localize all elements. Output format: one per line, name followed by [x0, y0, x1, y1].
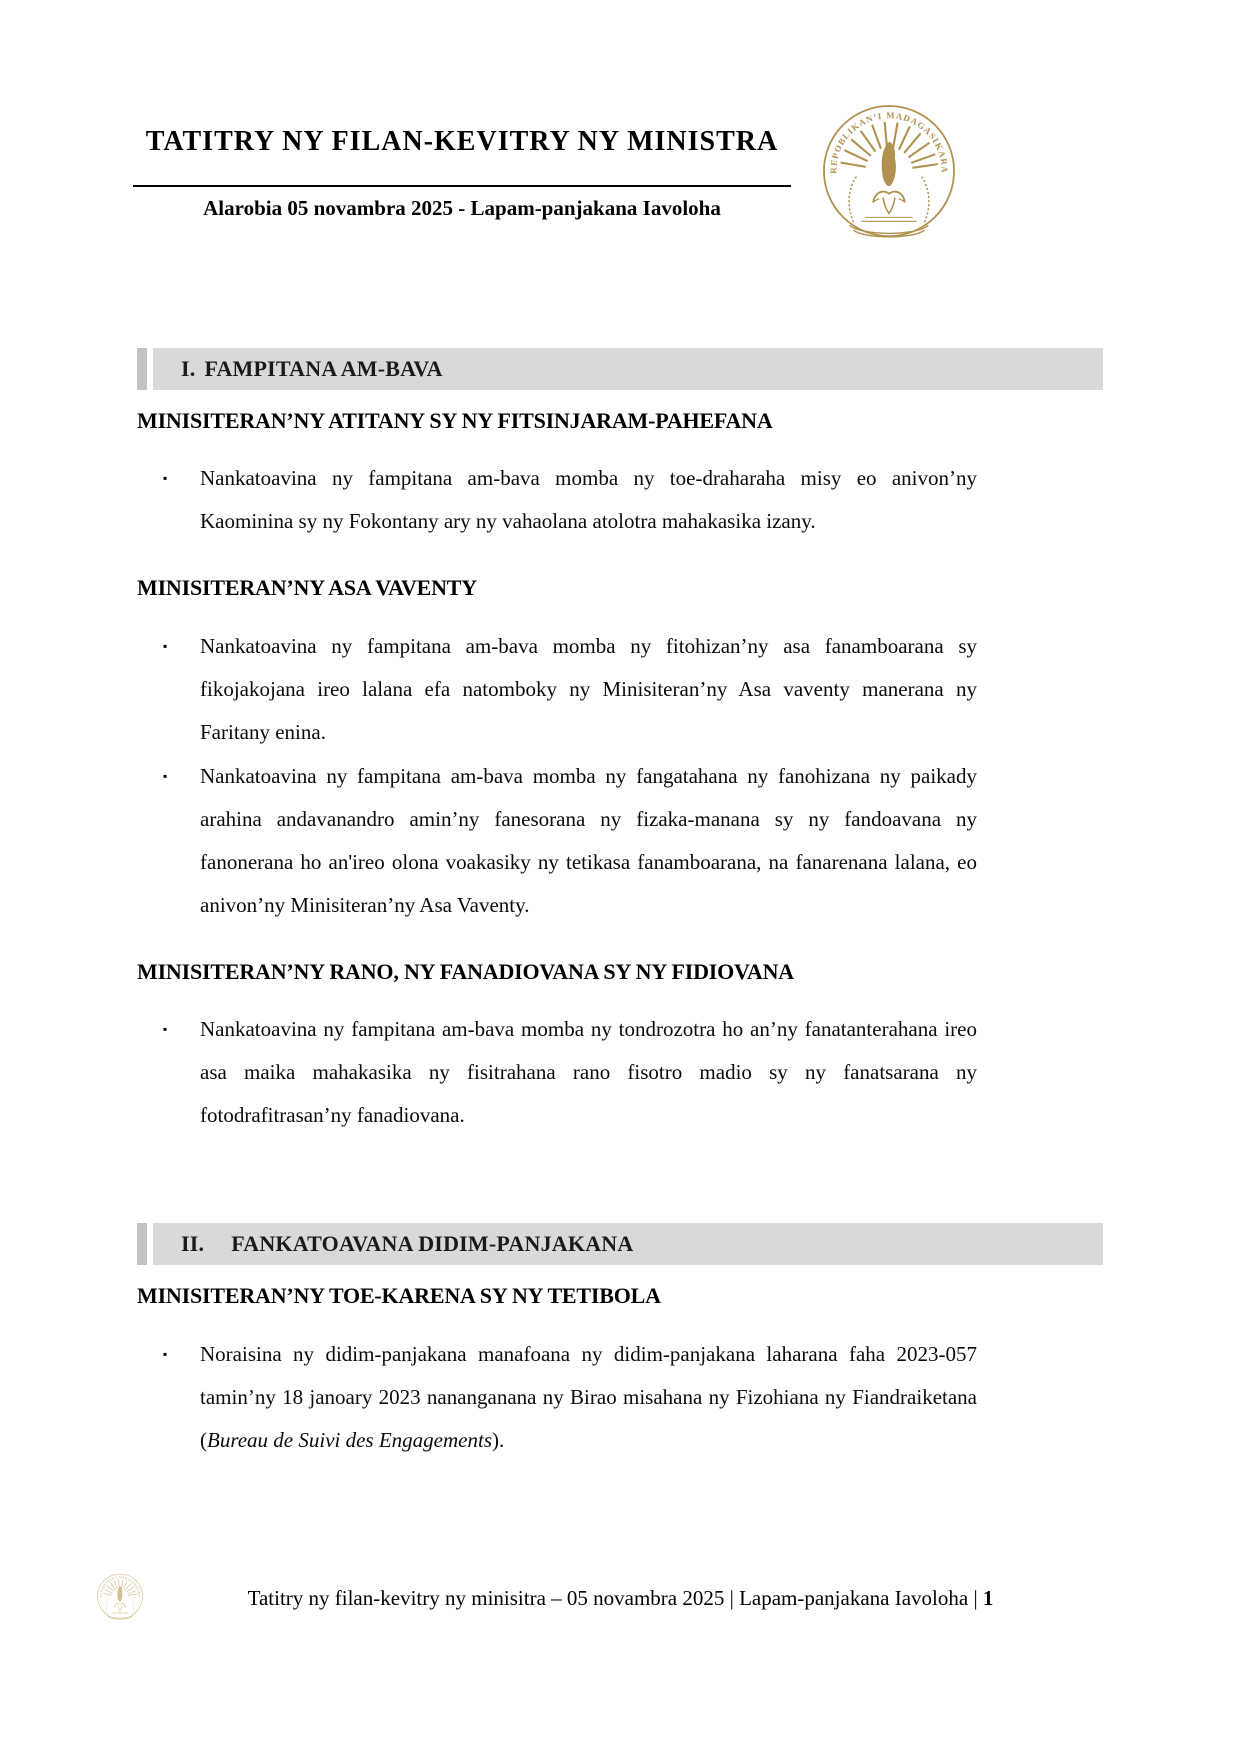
ministry-heading: MINISITERAN’NY RANO, NY FANADIOVANA SY NY FIDIOVANA: [137, 958, 794, 984]
document-body: [137, 348, 977, 1462]
bullet-square-icon: ▪: [163, 768, 168, 783]
ministry-heading: MINISITERAN’NY ASA VAVENTY: [137, 575, 477, 601]
bullet-item: [137, 625, 977, 754]
ministry-group: [137, 959, 977, 1137]
ministry-group: [137, 1283, 977, 1461]
page-title: TATITRY NY FILAN-KEVITRY NY MINISTRA: [145, 126, 779, 157]
bullet-list: [137, 1008, 977, 1137]
page-header: [133, 124, 791, 221]
section-heading-bar: [137, 1223, 1103, 1265]
page-footer: [0, 1586, 1241, 1611]
bullet-square-icon: ▪: [163, 471, 168, 486]
bullet-text: Nankatoavina ny fampitana am-bava momba ny tondrozotra ho an’ny fanatanterahana ireo asa maika mahakasika ny fisitrahana rano fisotro madio sy ny fanatsarana ny fotodrafitrasan’ny fanadiovana.: [200, 1017, 977, 1128]
section-bar-fill: [153, 348, 1103, 390]
document-section: [137, 348, 977, 1137]
bullet-square-icon: ▪: [163, 1346, 168, 1361]
section-title: FANKATOAVANA DIDIM-PANJAKANA: [231, 1231, 634, 1257]
section-groups: [137, 408, 977, 1137]
section-number: I.: [181, 356, 196, 381]
bullet-item: [137, 1008, 977, 1137]
bullet-text: Nankatoavina ny fampitana am-bava momba ny fangatahana ny fanohizana ny paikady arahina andavanandro amin’ny fanesorana ny fizaka-manana sy ny fandoavana ny fanonerana ho an'ireo olona voakasiky ny tetikasa fanamboarana, na fanarenana lalana, eo anivon’ny Minisiteran’ny Asa Vaventy.: [200, 763, 977, 917]
bullet-list: [137, 457, 977, 543]
page-number: 1: [982, 1586, 994, 1610]
section-title: FAMPITANA AM-BAVA: [204, 356, 443, 381]
bullet-square-icon: ▪: [163, 638, 168, 653]
document-section: [137, 1223, 977, 1461]
ministry-heading: MINISITERAN’NY ATITANY SY NY FITSINJARAM-PAHEFANA: [137, 408, 773, 433]
bullet-item: [137, 457, 977, 543]
title-rule: [133, 185, 791, 187]
section-bar-notch: [137, 1223, 147, 1265]
section-groups: [137, 1283, 977, 1461]
ministry-group: [137, 575, 977, 926]
bullet-item: [137, 1333, 977, 1462]
bullet-item: [137, 755, 977, 927]
bullet-text: Nankatoavina ny fampitana am-bava momba ny toe-draharaha misy eo anivon’ny Kaominina sy ny Fokontany ary ny vahaolana atolotra mahakasika izany.: [200, 466, 977, 534]
bullet-square-icon: ▪: [163, 1022, 168, 1037]
ministry-heading: MINISITERAN’NY TOE-KARENA SY NY TETIBOLA: [137, 1283, 661, 1309]
ministry-group: [137, 408, 977, 543]
section-bar-notch: [137, 348, 147, 390]
madagascar-seal-icon: [820, 100, 958, 248]
footer-text: Tatitry ny filan-kevitry ny minisitra – 05 novambra 2025 | Lapam-panjakana Iavoloha |: [247, 1586, 978, 1610]
section-number: II.: [181, 1231, 205, 1257]
section-heading-bar: [137, 348, 1103, 390]
section-bar-fill: [153, 1223, 1103, 1265]
page-subtitle: Alarobia 05 novambra 2025 - Lapam-panjakana Iavoloha: [203, 196, 721, 220]
bullet-text: Nankatoavina ny fampitana am-bava momba ny fitohizan’ny asa fanamboarana sy fikojakojana ireo lalana efa natomboky ny Minisiteran’ny Asa vaventy manerana ny Faritany enina.: [200, 633, 977, 744]
bullet-list: [137, 1333, 977, 1462]
bullet-list: [137, 625, 977, 927]
bullet-text: Noraisina ny didim-panjakana manafoana ny didim-panjakana laharana faha 2023-057 tamin’ny 18 janoary 2023 nananganana ny Birao misahana ny Fizohiana ny Fiandraiketana (Bureau de Suivi des Engagements).: [200, 1341, 977, 1452]
